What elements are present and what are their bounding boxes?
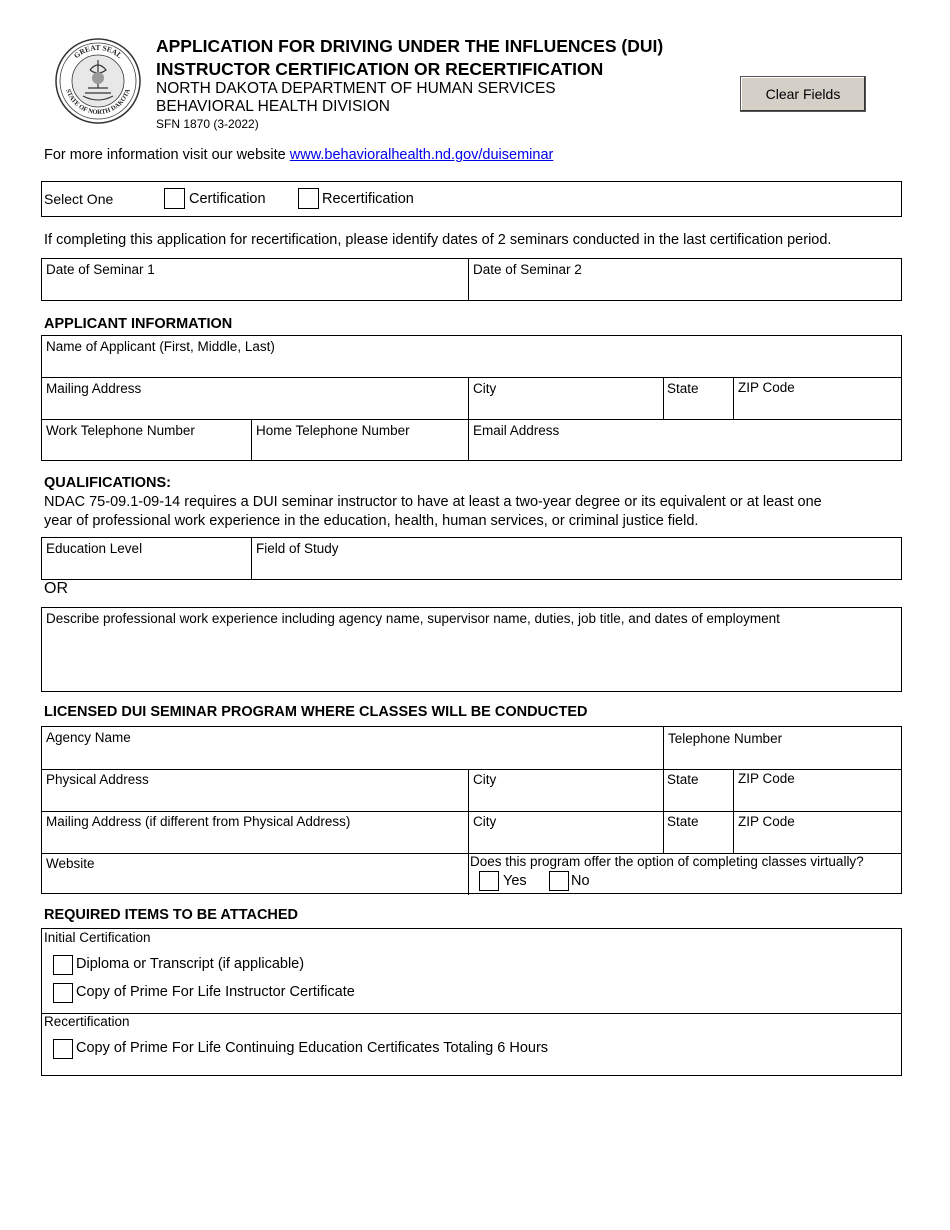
program-table (41, 726, 902, 894)
education-level-field[interactable]: Education Level (46, 541, 143, 556)
svg-text:GREAT SEAL: GREAT SEAL (72, 42, 125, 61)
mailing-state-field[interactable]: State (667, 814, 699, 829)
field-of-study-field[interactable]: Field of Study (256, 541, 339, 556)
recertification-option-label: Recertification (322, 191, 414, 207)
clear-fields-button[interactable]: Clear Fields (740, 76, 866, 112)
diploma-checkbox[interactable] (53, 955, 73, 975)
state-seal-logo (55, 38, 141, 124)
physical-address-field[interactable]: Physical Address (46, 772, 149, 787)
diploma-label: Diploma or Transcript (if applicable) (76, 956, 305, 972)
continuing-education-label: Copy of Prime For Life Continuing Education Certificates Totaling 6 Hours (76, 1040, 549, 1056)
applicant-mailing-address-field[interactable]: Mailing Address (46, 381, 142, 396)
form-title-line2: INSTRUCTOR CERTIFICATION OR RECERTIFICATION (156, 59, 604, 79)
info-line (44, 147, 553, 163)
recertification-section-label: Recertification (44, 1014, 130, 1029)
physical-state-field[interactable]: State (667, 772, 699, 787)
applicant-name-field[interactable]: Name of Applicant (First, Middle, Last) (46, 339, 275, 354)
program-mailing-address-field[interactable]: Mailing Address (if different from Physical Address) (46, 814, 351, 829)
program-telephone-field[interactable]: Telephone Number (668, 731, 783, 746)
info-prefix: For more information visit our website (44, 147, 290, 163)
seminar-dates-row (41, 258, 902, 301)
certification-checkbox[interactable] (164, 188, 185, 209)
applicant-city-field[interactable]: City (473, 381, 497, 396)
qualifications-text-line1: NDAC 75-09.1-09-14 requires a DUI seminar instructor to have at least a two-year degree or its equivalent or at least one (44, 494, 822, 510)
attachments-table (41, 928, 902, 1076)
mailing-zip-field[interactable]: ZIP Code (738, 814, 795, 829)
qualifications-text-line2: year of professional work experience in the education, health, human services, or criminal justice field. (44, 513, 699, 529)
agency-name-field[interactable]: Agency Name (46, 730, 131, 745)
continuing-education-checkbox[interactable] (53, 1039, 73, 1059)
physical-city-field[interactable]: City (473, 772, 497, 787)
education-row (41, 537, 902, 580)
virtual-no-checkbox[interactable] (549, 871, 569, 891)
home-phone-field[interactable]: Home Telephone Number (256, 423, 410, 438)
work-experience-field[interactable] (41, 607, 902, 692)
virtual-yes-label: Yes (503, 873, 527, 889)
website-link[interactable]: www.behavioralhealth.nd.gov/duiseminar (289, 147, 554, 163)
virtual-question: Does this program offer the option of completing classes virtually? (470, 854, 864, 869)
work-experience-label: Describe professional work experience including agency name, supervisor name, duties, job title, and dates of employment (46, 611, 780, 626)
program-heading: LICENSED DUI SEMINAR PROGRAM WHERE CLASSES WILL BE CONDUCTED (44, 704, 588, 720)
department-name: NORTH DAKOTA DEPARTMENT OF HUMAN SERVICES (156, 80, 556, 97)
select-one-row (41, 181, 902, 217)
select-one-label: Select One (44, 191, 114, 207)
applicant-info-heading: APPLICANT INFORMATION (44, 316, 233, 332)
instructor-certificate-label: Copy of Prime For Life Instructor Certificate (76, 984, 355, 1000)
applicant-state-field[interactable]: State (667, 381, 699, 396)
mailing-city-field[interactable]: City (473, 814, 497, 829)
applicant-zip-field[interactable]: ZIP Code (738, 380, 795, 395)
division-name: BEHAVIORAL HEALTH DIVISION (156, 98, 390, 115)
attachments-heading: REQUIRED ITEMS TO BE ATTACHED (44, 907, 299, 923)
certification-option-label: Certification (189, 191, 266, 207)
initial-certification-label: Initial Certification (44, 930, 151, 945)
recertification-note: If completing this application for recertification, please identify dates of 2 seminars conducted in the last certification period. (44, 232, 832, 248)
applicant-info-table (41, 335, 902, 461)
website-field[interactable]: Website (46, 856, 95, 871)
seminar-date-1-field[interactable]: Date of Seminar 1 (46, 262, 155, 277)
or-divider-text: OR (44, 580, 68, 597)
physical-zip-field[interactable]: ZIP Code (738, 771, 795, 786)
seminar-date-2-field[interactable]: Date of Seminar 2 (473, 262, 582, 277)
recertification-checkbox[interactable] (298, 188, 319, 209)
work-phone-field[interactable]: Work Telephone Number (46, 423, 195, 438)
virtual-no-label: No (571, 873, 590, 889)
email-field[interactable]: Email Address (473, 423, 560, 438)
virtual-yes-checkbox[interactable] (479, 871, 499, 891)
form-title-line1: APPLICATION FOR DRIVING UNDER THE INFLUENCES (DUI) (156, 36, 664, 56)
form-number: SFN 1870 (3-2022) (156, 117, 259, 131)
instructor-certificate-checkbox[interactable] (53, 983, 73, 1003)
qualifications-heading: QUALIFICATIONS: (44, 475, 171, 491)
svg-text:STATE OF NORTH DAKOTA: STATE OF NORTH DAKOTA (64, 88, 132, 117)
